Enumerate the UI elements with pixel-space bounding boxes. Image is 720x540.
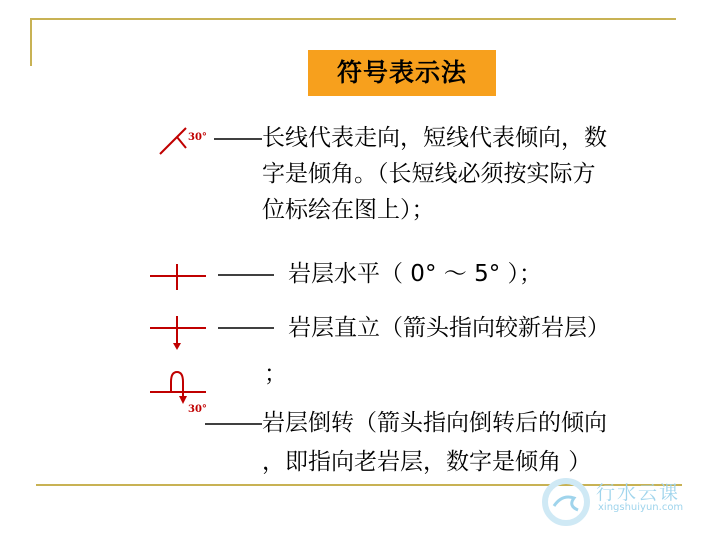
overturned-text-line-1: 岩层倒转（箭头指向倒转后的倾向 [262,410,607,436]
watermark-url: xingshuiyun.com [598,502,684,513]
vertical-bed-symbol [150,316,274,350]
strike-dip-text-line-1: 长线代表走向，短线代表倾向，数 [262,125,607,151]
strike-dip-text-line-2: 字是倾角。（长短线必须按实际方 [262,161,596,187]
slide-title: 符号表示法 [308,50,496,96]
horizontal-bed-symbol [150,264,274,290]
strike-dip-angle: 30° [188,132,207,143]
strike-dip-text-line-3: 位标绘在图上）； [262,197,435,223]
vertical-bed-text: 岩层直立（箭头指向较新岩层） [288,315,610,341]
overturned-angle: 30° [188,404,207,415]
horizontal-bed-text: 岩层水平（ 0° ～ 5° ）； [288,261,543,287]
vertical-bed-text-cont: ； [264,361,287,387]
overturned-bed-symbol [150,372,262,424]
strike-dip-symbol [160,128,262,154]
watermark-name: 行水云课 [596,482,681,504]
watermark [540,474,710,530]
overturned-text-line-2: ，即指向老岩层，数字是倾角 ） [262,449,592,475]
watermark-logo-icon [540,476,592,528]
